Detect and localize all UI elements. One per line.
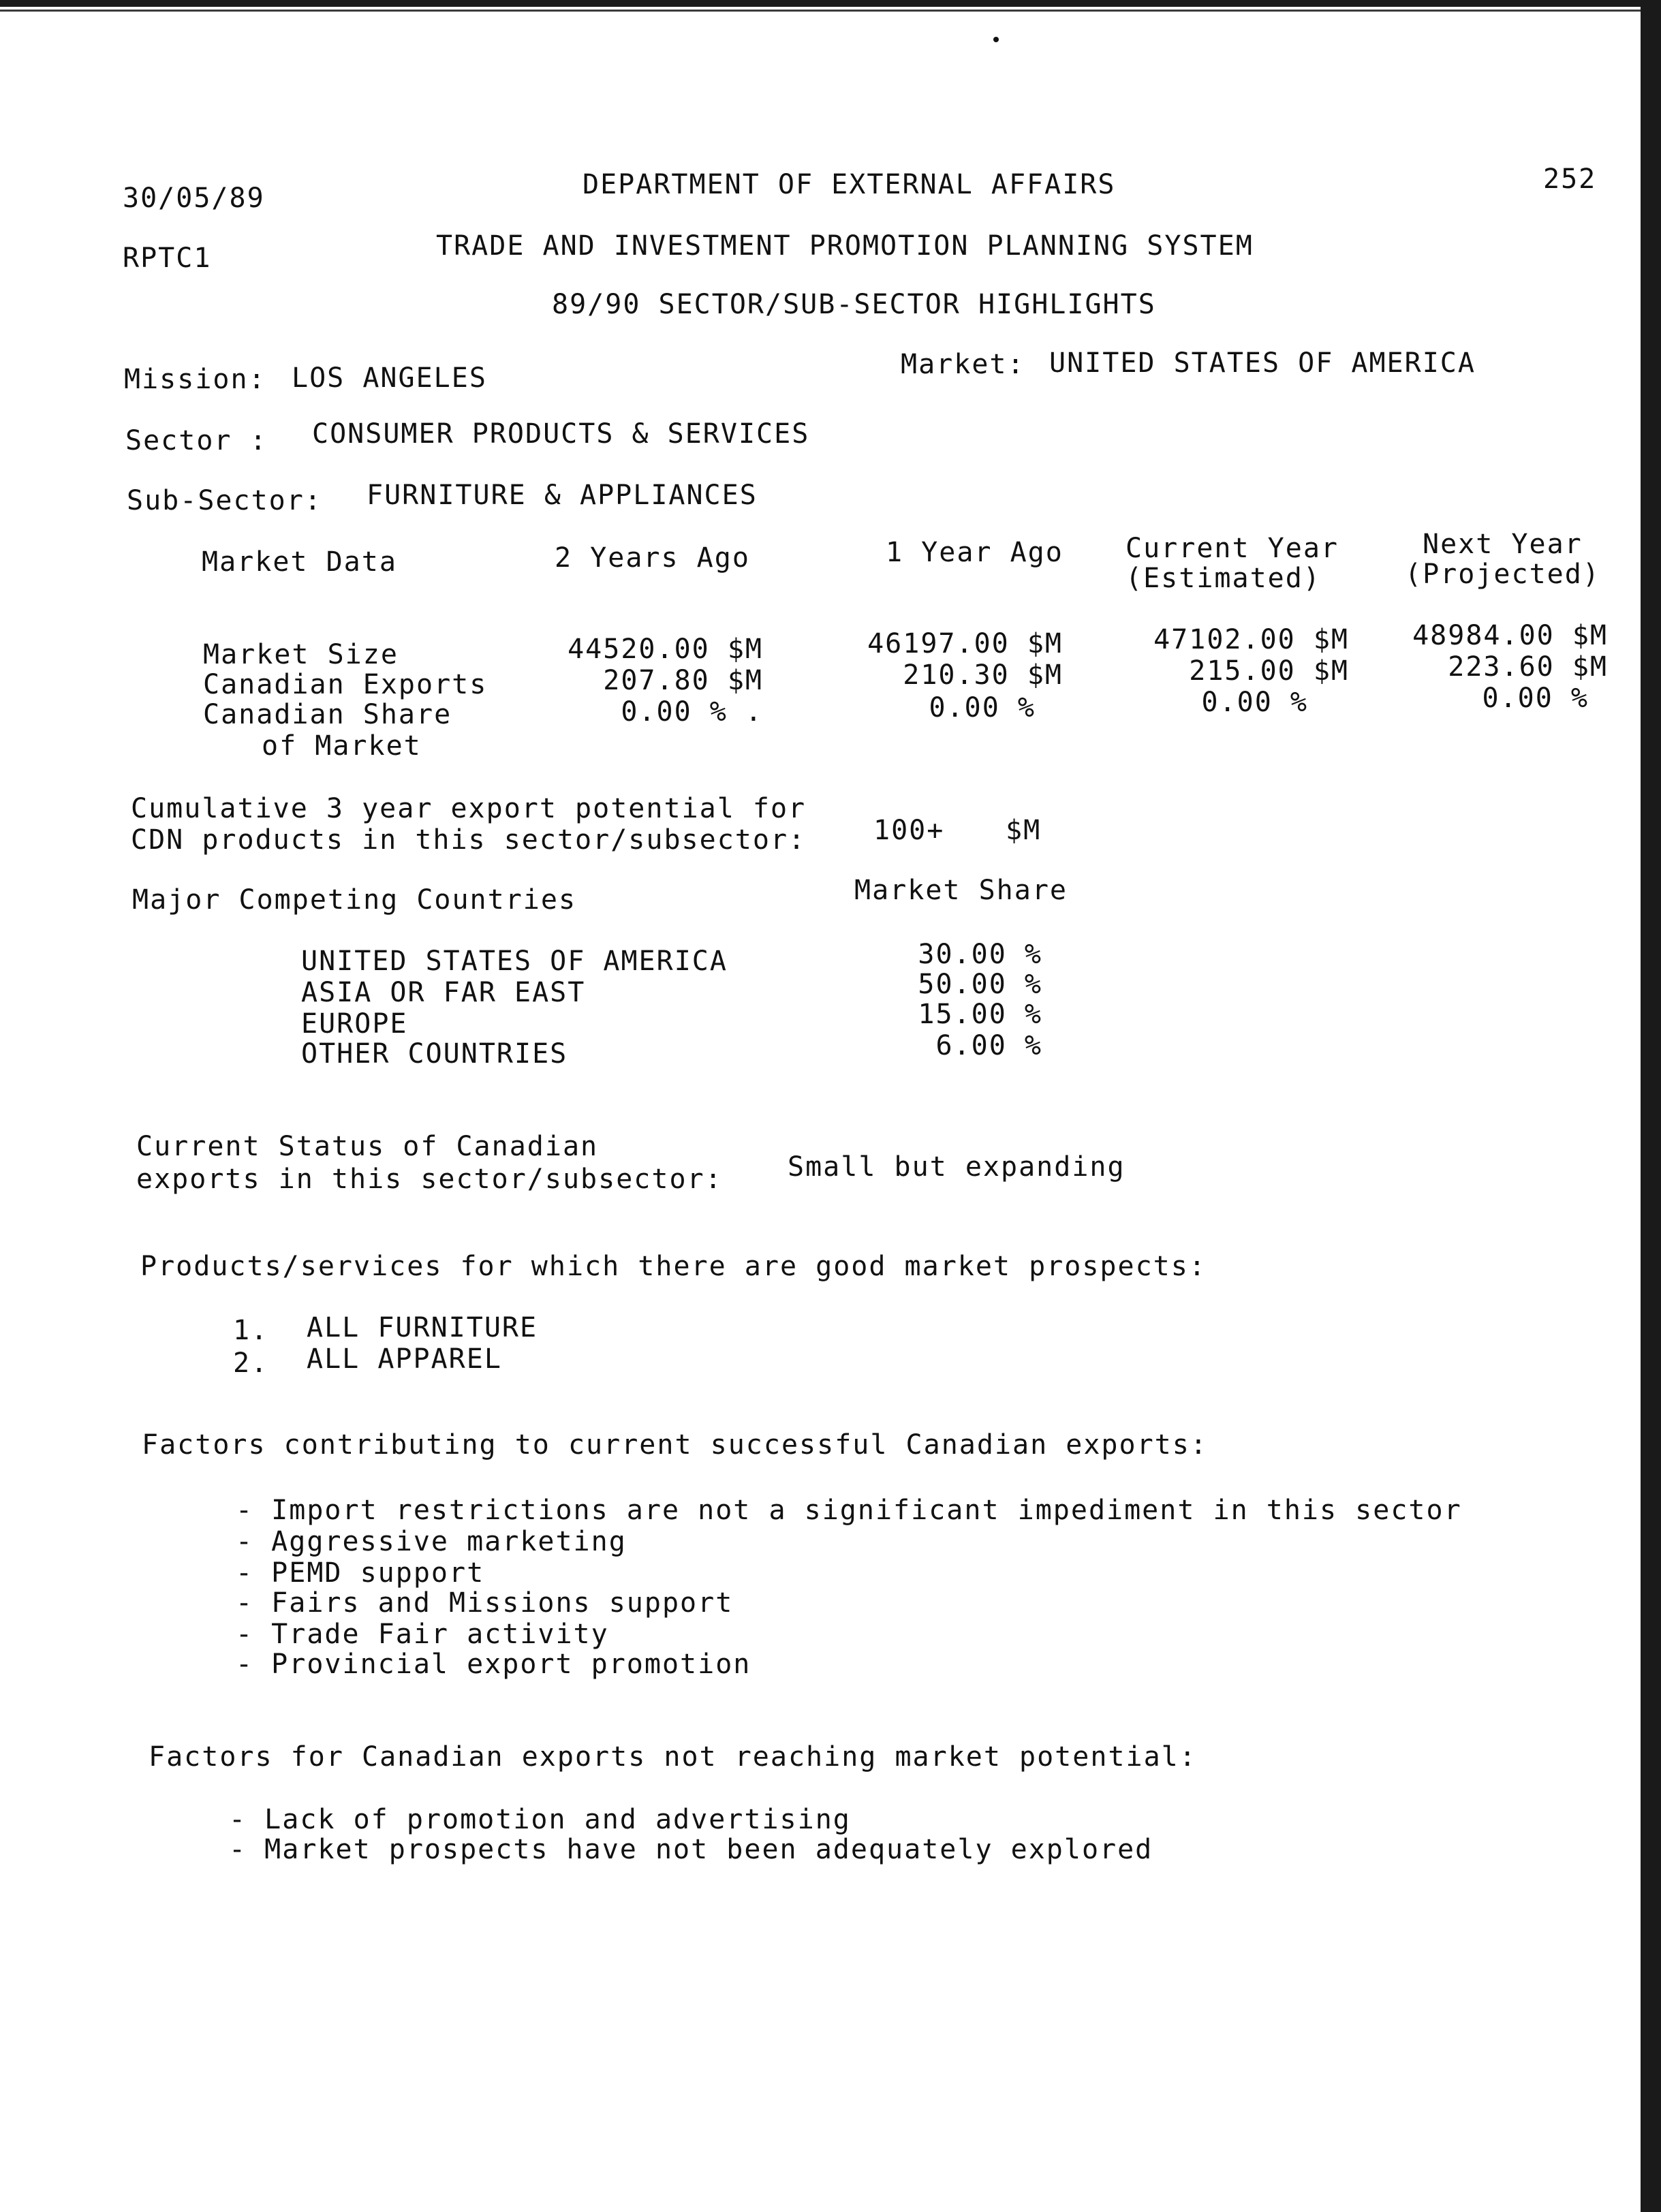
success-factor-item: - PEMD support	[236, 1557, 485, 1589]
canadian-share-current: 0.00 %	[1201, 687, 1308, 718]
competitors-heading: Major Competing Countries	[132, 884, 577, 916]
prospect-item: ALL FURNITURE	[307, 1312, 538, 1343]
success-factor-item: - Fairs and Missions support	[236, 1587, 734, 1619]
col-header-current-year: Current Year	[1126, 533, 1339, 564]
success-factors-heading: Factors contributing to current successful Canadian exports:	[142, 1429, 1208, 1461]
cumulative-unit: $M	[1006, 815, 1042, 846]
report-title: 89/90 SECTOR/SUB-SECTOR HIGHLIGHTS	[552, 289, 1156, 320]
competitor-country: UNITED STATES OF AMERICA	[301, 946, 728, 977]
canadian-exports-next: 223.60 $M	[1448, 651, 1608, 683]
mission-value: LOS ANGELES	[292, 362, 487, 394]
prospects-heading: Products/services for which there are good market prospects:	[140, 1251, 1207, 1282]
page-number: 252	[1543, 163, 1597, 195]
prospect-number: 2.	[233, 1348, 269, 1379]
shortfall-factor-item: - Lack of promotion and advertising	[229, 1804, 851, 1835]
subsector-label: Sub-Sector:	[127, 485, 322, 516]
success-factor-item: - Trade Fair activity	[236, 1619, 609, 1650]
status-line-1: Current Status of Canadian	[136, 1131, 599, 1162]
sector-label: Sector :	[125, 425, 268, 456]
scan-right-edge	[1641, 0, 1661, 2212]
market-value: UNITED STATES OF AMERICA	[1049, 347, 1476, 379]
row-label-canadian-share: Canadian Share	[203, 699, 452, 730]
market-data-header: Market Data	[202, 546, 397, 578]
competitor-share: 6.00 %	[935, 1030, 1042, 1061]
cumulative-value: 100+	[873, 815, 945, 846]
market-share-heading: Market Share	[854, 875, 1068, 906]
report-date: 30/05/89	[123, 183, 265, 214]
col-header-projected: (Projected)	[1405, 559, 1600, 590]
col-header-next-year: Next Year	[1423, 529, 1583, 560]
report-code: RPTC1	[123, 243, 212, 274]
market-label: Market:	[901, 349, 1025, 380]
subsector-value: FURNITURE & APPLIANCES	[367, 480, 758, 511]
canadian-share-next: 0.00 %	[1482, 683, 1589, 714]
canadian-exports-1y: 210.30 $M	[903, 659, 1063, 691]
cumulative-line-1: Cumulative 3 year export potential for	[131, 793, 807, 824]
prospect-item: ALL APPAREL	[307, 1343, 502, 1375]
canadian-share-1y: 0.00 %	[929, 692, 1036, 723]
status-line-2: exports in this sector/subsector:	[136, 1164, 723, 1195]
competitor-share: 15.00 %	[918, 999, 1042, 1030]
cumulative-line-2: CDN products in this sector/subsector:	[131, 824, 807, 856]
success-factor-item: - Import restrictions are not a significant impediment in this sector	[236, 1495, 1462, 1526]
row-label-canadian-exports: Canadian Exports	[203, 669, 488, 700]
col-header-1-year-ago: 1 Year Ago	[886, 537, 1064, 568]
canadian-share-2y: 0.00 % .	[621, 696, 763, 728]
scan-top-edge	[0, 0, 1661, 7]
status-value: Small but expanding	[788, 1151, 1126, 1183]
department-title: DEPARTMENT OF EXTERNAL AFFAIRS	[583, 169, 1116, 200]
col-header-2-years-ago: 2 Years Ago	[555, 542, 750, 574]
competitor-share: 50.00 %	[918, 969, 1042, 1000]
scan-top-line	[0, 10, 1661, 12]
prospect-number: 1.	[233, 1315, 269, 1346]
row-label-market-size: Market Size	[203, 639, 399, 670]
competitor-country: ASIA OR FAR EAST	[301, 977, 586, 1008]
scan-speck	[993, 37, 999, 42]
sector-value: CONSUMER PRODUCTS & SERVICES	[312, 418, 810, 450]
shortfall-factors-heading: Factors for Canadian exports not reaching market potential:	[149, 1741, 1197, 1773]
market-size-1y: 46197.00 $M	[867, 628, 1063, 659]
market-size-next: 48984.00 $M	[1412, 620, 1608, 651]
competitor-share: 30.00 %	[918, 939, 1042, 970]
row-label-of-market: of Market	[262, 730, 422, 762]
col-header-estimated: (Estimated)	[1126, 563, 1321, 594]
canadian-exports-2y: 207.80 $M	[603, 665, 763, 696]
competitor-country: EUROPE	[301, 1008, 408, 1040]
competitor-country: OTHER COUNTRIES	[301, 1038, 568, 1070]
canadian-exports-current: 215.00 $M	[1189, 655, 1349, 687]
mission-label: Mission:	[124, 364, 266, 395]
market-size-2y: 44520.00 $M	[568, 634, 763, 665]
success-factor-item: - Provincial export promotion	[236, 1649, 751, 1680]
shortfall-factor-item: - Market prospects have not been adequately explored	[229, 1834, 1153, 1865]
success-factor-item: - Aggressive marketing	[236, 1526, 627, 1557]
market-size-current: 47102.00 $M	[1153, 624, 1349, 655]
system-title: TRADE AND INVESTMENT PROMOTION PLANNING SYSTEM	[436, 230, 1254, 262]
